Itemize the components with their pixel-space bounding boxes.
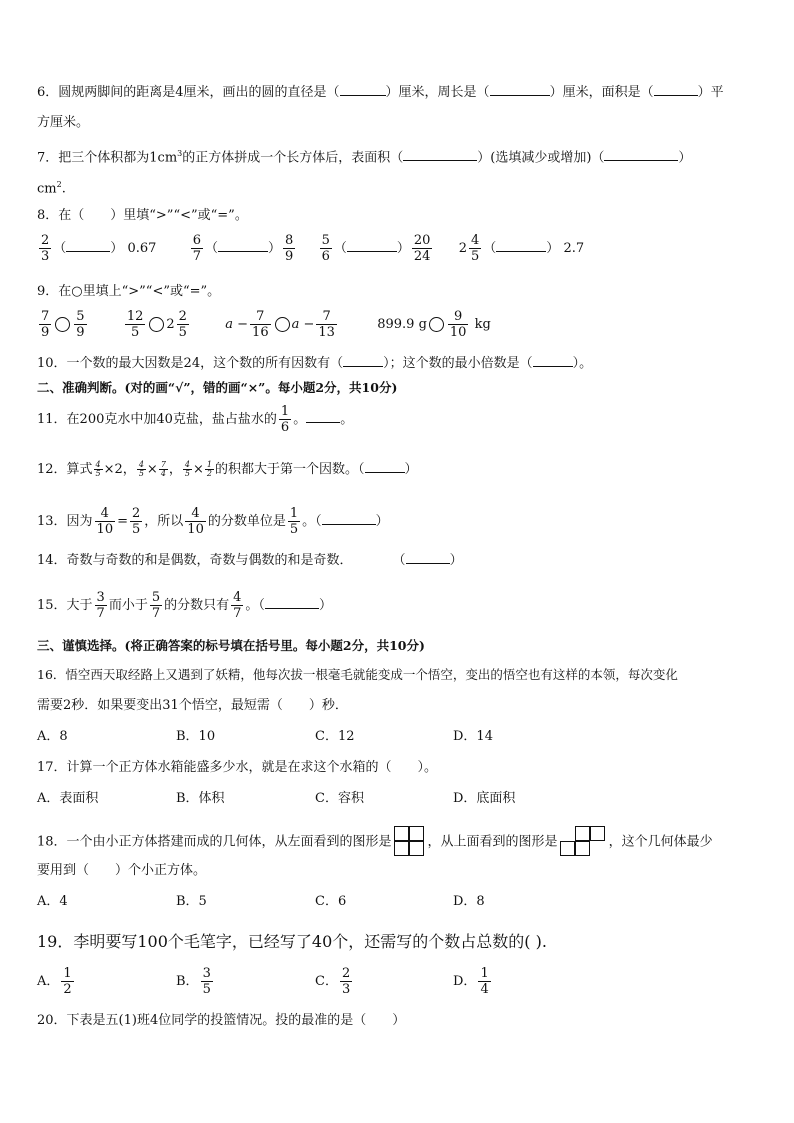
q10-text-a: 10．一个数的最大因数是24，这个数的所有因数有（ xyxy=(37,356,344,371)
q7-sup-2: 2 xyxy=(56,180,62,189)
question-9-items xyxy=(37,308,491,342)
q18-text-a: 18．一个由小正方体搭建而成的几何体，从左面看到的图形是 xyxy=(37,834,392,850)
q17-option-c[interactable]: C．容积 xyxy=(315,791,364,806)
q8-blank-4[interactable] xyxy=(496,239,546,252)
q17-option-b[interactable]: B．体积 xyxy=(176,791,225,806)
q11-text-b: 。 xyxy=(293,412,307,427)
question-20: 20．下表是五(1)班4位同学的投篮情况。投的最准的是（ ） xyxy=(37,1013,406,1028)
q15-text-b: 而小于 xyxy=(108,598,148,613)
q15-blank[interactable] xyxy=(265,596,319,609)
q13-text-c: 的分数单位是 xyxy=(207,514,286,529)
question-9 xyxy=(37,283,220,301)
question-19: 19．李明要写100个毛笔字，已经写了40个，还需写的个数占总数的( ). xyxy=(37,932,547,951)
q6-blank-3[interactable] xyxy=(654,83,698,96)
question-10 xyxy=(37,354,592,373)
q14-text-b: （ xyxy=(392,553,406,568)
q16-option-d[interactable]: D．14 xyxy=(453,729,493,744)
q13-text-e: 。（ xyxy=(302,514,322,529)
q12-text-c: ） xyxy=(404,462,418,477)
q6-text-a: 6．圆规两脚间的距离是4厘米，画出的圆的直径是（ xyxy=(37,85,340,100)
q8-item-2: $\frac{6}{7}$ （ ） $\frac{8}{9}$ xyxy=(192,233,294,264)
question-18-line2: 要用到（ ）个小正方体。 xyxy=(37,863,207,878)
q9-circle-2[interactable] xyxy=(149,317,164,332)
q9-circle-3[interactable] xyxy=(275,317,290,332)
section-3-heading: 三、谨慎选择。(将正确答案的标号填在括号里。每小题2分，共10分) xyxy=(37,638,425,653)
q6-text-d: ）平 xyxy=(697,85,724,100)
q8-blank-2[interactable] xyxy=(218,239,268,252)
q8-blank-3[interactable] xyxy=(347,239,397,252)
q15-text-g: ） xyxy=(318,598,332,613)
q10-blank-2[interactable] xyxy=(533,354,573,367)
q7-text-d: ） xyxy=(678,150,692,166)
q7-sup-1: 3 xyxy=(177,149,183,158)
q19-option-a[interactable]: A． $\frac{1}{2}$ xyxy=(37,966,72,997)
q14-text-a: 14．奇数与奇数的和是偶数，奇数与偶数的和是奇数． xyxy=(37,553,353,568)
q18-text-b: ，从上面看到的图形是 xyxy=(427,834,558,850)
left-view-figure xyxy=(394,826,426,858)
q7-text-b: 的正方体拼成一个长方体后，表面积（ xyxy=(182,150,404,166)
q9-circle-1[interactable] xyxy=(55,317,70,332)
q18-option-b[interactable]: B．5 xyxy=(176,894,207,909)
q16-option-b[interactable]: B．10 xyxy=(176,729,216,744)
q8-item-3: $\frac{5}{6}$ （ ） $\frac{20}{24}$ xyxy=(321,233,431,264)
question-7-cont xyxy=(37,176,66,198)
question-13: 13．因为 $\frac{4}{10}$ = $\frac{2}{5}$ ，所以 $\frac{4}{10}$ 的分数单位是 $\frac{1}{5}$ 。（ ） xyxy=(37,506,389,537)
q18-option-c[interactable]: C．6 xyxy=(315,894,347,909)
q15-text-a: 15．大于 xyxy=(37,598,93,613)
question-14 xyxy=(37,551,463,570)
q15-text-c: 的分数只有 xyxy=(164,598,230,613)
q8-item-1: $\frac{2}{3}$ （ ） 0.67 xyxy=(41,233,157,264)
q16-option-c[interactable]: C．12 xyxy=(315,729,355,744)
question-8 xyxy=(37,207,248,225)
q6-text-c: ）厘米，面积是（ xyxy=(549,85,654,100)
q12-text-b: 的积都大于第一个因数。（ xyxy=(215,462,365,477)
q19-option-d[interactable]: D． $\frac{1}{4}$ xyxy=(453,966,489,997)
q10-text-c: ）。 xyxy=(572,356,593,371)
q14-blank[interactable] xyxy=(406,551,450,564)
q9-item-2: $\frac{12}{5}$ 2 $\frac{2}{5}$ xyxy=(126,309,187,340)
question-8-items xyxy=(37,232,584,266)
question-16-line1: 16．悟空西天取经路上又遇到了妖精，他每次拔一根毫毛就能变成一个悟空，变出的悟空也有这样的本领，每次变化 xyxy=(37,667,678,682)
q6-blank-2[interactable] xyxy=(490,83,550,96)
section-2-heading: 二、准确判断。(对的画“√”，错的画“×”。每小题2分，共10分) xyxy=(37,380,398,395)
q16-option-a[interactable]: A．8 xyxy=(37,729,68,744)
q9-text: 9．在○里填上“>”“<”或“=”。 xyxy=(37,284,221,299)
question-7 xyxy=(37,145,691,167)
q14-text-c: ） xyxy=(449,553,463,568)
q9-item-3: a − $\frac{7}{16}$ a − $\frac{7}{13}$ xyxy=(225,309,335,340)
q13-text-g: ） xyxy=(375,514,389,529)
q17-option-a[interactable]: A．表面积 xyxy=(37,791,99,806)
q7-text-a: 7．把三个体积都为1cm xyxy=(37,150,178,166)
question-6 xyxy=(37,83,724,102)
q11-text-a: 11．在200克水中加40克盐，盐占盐水的 xyxy=(37,412,277,427)
top-view-figure xyxy=(560,826,607,858)
question-12: 12．算式 $\frac{4}{5}$ ×2， $\frac{4}{5}$ × $\frac{7}{4}$ ， $\frac{4}{5}$ × $\frac{1}{2}$ 的积都大于第一个因数。（ ） xyxy=(37,460,418,478)
q12-blank[interactable] xyxy=(365,460,405,473)
q17-option-d[interactable]: D．底面积 xyxy=(453,791,516,806)
q8-item-4: 2 $\frac{4}{5}$ （ ） 2.7 xyxy=(458,233,585,264)
q7-text-e: cm xyxy=(37,181,57,197)
q7-text-f: . xyxy=(61,181,66,197)
q18-text-c: ，这个几何体最少 xyxy=(608,834,713,850)
q12-text-a: 12．算式 xyxy=(37,462,93,477)
q9-circle-4[interactable] xyxy=(429,317,444,332)
question-16-line2: 需要2秒．如果要变出31个悟空，最短需（ ）秒． xyxy=(37,698,348,713)
q8-blank-1[interactable] xyxy=(66,239,110,252)
q10-blank-1[interactable] xyxy=(343,354,383,367)
q19-option-c[interactable]: C． $\frac{2}{3}$ xyxy=(315,966,351,997)
question-6-cont xyxy=(37,114,89,132)
q18-option-d[interactable]: D．8 xyxy=(453,894,485,909)
question-15: 15．大于 $\frac{3}{7}$ 而小于 $\frac{5}{7}$ 的分数只有 $\frac{4}{7}$ 。（ ） xyxy=(37,590,332,621)
q11-blank[interactable] xyxy=(306,410,340,423)
q7-blank-1[interactable] xyxy=(403,148,477,161)
q7-text-c: ）(选填减少或增加)（ xyxy=(477,150,605,166)
question-11: 11．在200克水中加40克盐，盐占盐水的 $\frac{1}{6}$ 。 。 xyxy=(37,404,354,435)
q6-text-e: 方厘米。 xyxy=(37,115,90,130)
q19-option-b[interactable]: B． $\frac{3}{5}$ xyxy=(176,966,211,997)
q8-text: 8．在（ ）里填“>”“<”或“=”。 xyxy=(37,208,248,223)
q9-item-1: $\frac{7}{9}$ $\frac{5}{9}$ xyxy=(41,309,85,340)
q18-option-a[interactable]: A．4 xyxy=(37,894,68,909)
q6-blank-1[interactable] xyxy=(340,83,386,96)
question-17: 17．计算一个正方体水箱能盛多少水，就是在求这个水箱的（ ）。 xyxy=(37,760,438,775)
q10-text-b: ）；这个数的最小倍数是（ xyxy=(383,356,533,371)
q15-text-e: 。（ xyxy=(245,598,265,613)
q6-text-b: ）厘米，周长是（ xyxy=(385,85,490,100)
q11-text-c: 。 xyxy=(340,412,354,427)
q9-item-4: 899.9 g $\frac{9}{10}$ kg xyxy=(377,309,491,340)
q7-blank-2[interactable] xyxy=(604,148,678,161)
q13-blank[interactable] xyxy=(322,512,376,525)
q13-text-a: 13．因为 xyxy=(37,514,93,529)
question-18 xyxy=(37,826,713,858)
q13-text-b: ，所以 xyxy=(144,514,184,529)
